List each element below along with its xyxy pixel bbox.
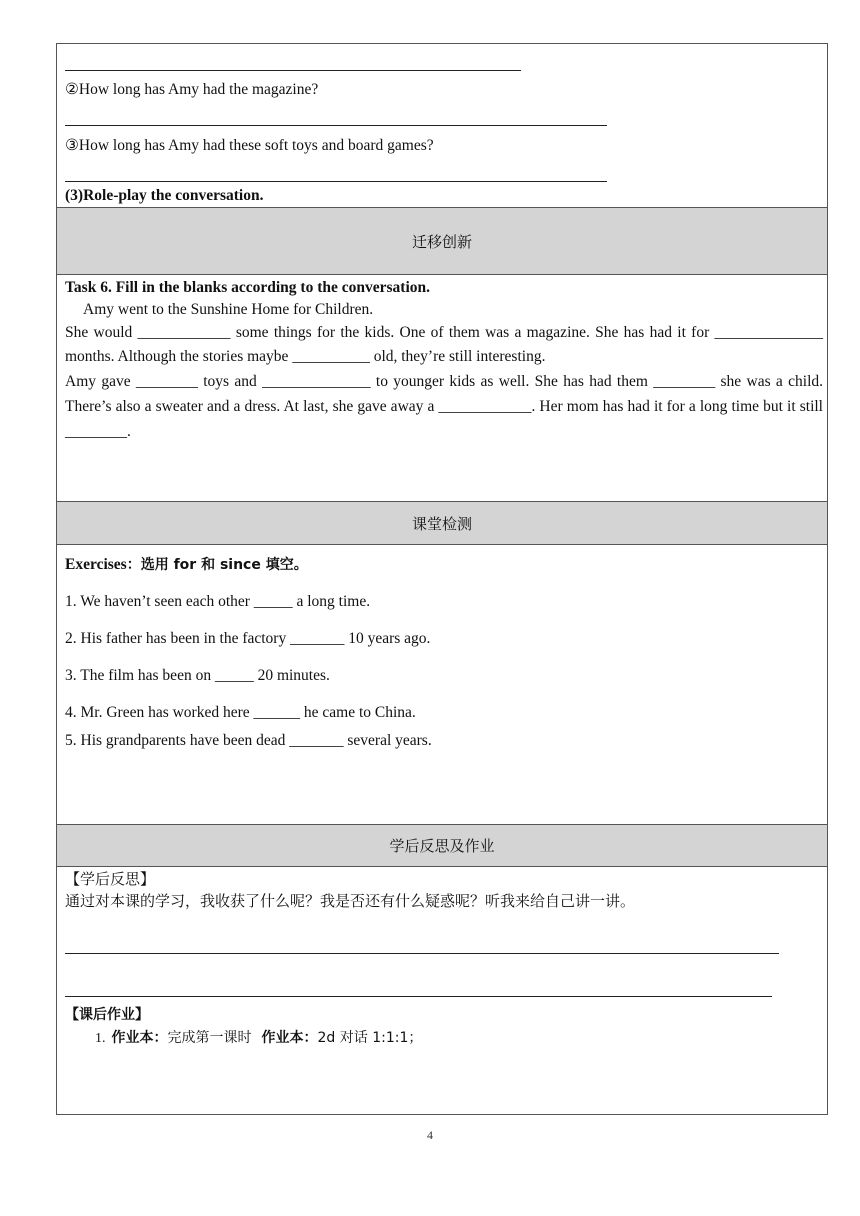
- exercise-item: 4. Mr. Green has worked here ______ he came to China.: [65, 704, 416, 721]
- section-header-reflection: [57, 824, 827, 867]
- section-title: 学后反思及作业: [389, 837, 495, 855]
- section-title: 迁移创新: [411, 232, 472, 251]
- homework-label: 【课后作业】: [65, 1007, 149, 1023]
- task6-intro: Amy went to the Sunshine Home for Children.: [83, 301, 374, 318]
- exercise-item: 1. We haven’t seen each other _____ a long time.: [65, 593, 371, 610]
- exercise-item: 5. His grandparents have been dead _______ several years.: [65, 732, 432, 749]
- questions-section: [57, 44, 827, 207]
- reflection-label: 【学后反思】: [65, 870, 156, 888]
- roleplay-instruction: (3)Role-play the conversation.: [65, 187, 264, 204]
- exercises-title-en: Exercises: [65, 556, 127, 573]
- homework-text: 作业本：: [111, 1030, 168, 1046]
- task6-title: Task 6. Fill in the blanks according to the conversation.: [65, 279, 431, 296]
- task6-paragraph-2: Amy gave ________ toys and ______________ to younger kids as well. She has had them ________ she was a child. There’s also a sweater and a dress. At last, she gave away a ____________. Her mom has had it for a long time but it still ________.: [65, 373, 823, 440]
- exercises-title: [65, 555, 308, 575]
- page-number: 4: [427, 1128, 433, 1142]
- task6-section: [57, 275, 827, 501]
- exercises-title-cn: ：选用 for 和 since 填空。: [126, 557, 308, 573]
- answer-line: [65, 70, 521, 71]
- homework-text: 作业本：: [261, 1030, 318, 1046]
- answer-line: [65, 181, 607, 182]
- task6-paragraph-1: She would ____________ some things for the kids. One of them was a magazine. She has had it for ______________ months. Although the stories maybe __________ old, they’re still interesting.: [65, 324, 823, 365]
- reflection-section: [57, 867, 827, 1114]
- worksheet-table: [56, 43, 828, 1115]
- section-header-transfer: [57, 207, 827, 275]
- reflection-prompt: 通过对本课的学习，我收获了什么呢？我是否还有什么疑惑呢？听我来给自己讲一讲。: [65, 892, 636, 910]
- question-3: ③How long has Amy had these soft toys and board games?: [65, 137, 434, 154]
- section-title: 课堂检测: [411, 514, 472, 533]
- answer-line: [65, 953, 779, 954]
- homework-text: 完成第一课时: [167, 1030, 252, 1046]
- exercise-item: 2. His father has been in the factory _______ 10 years ago.: [65, 630, 431, 647]
- section-header-test: [57, 501, 827, 545]
- question-2: ②How long has Amy had the magazine?: [65, 81, 319, 98]
- answer-line: [65, 996, 772, 997]
- homework-item: [95, 1028, 422, 1049]
- exercises-section: [57, 545, 827, 824]
- homework-text: 2d 对话 1:1:1；: [317, 1030, 423, 1046]
- answer-line: [65, 125, 607, 126]
- homework-number: 1.: [95, 1031, 106, 1046]
- exercise-item: 3. The film has been on _____ 20 minutes.: [65, 667, 330, 684]
